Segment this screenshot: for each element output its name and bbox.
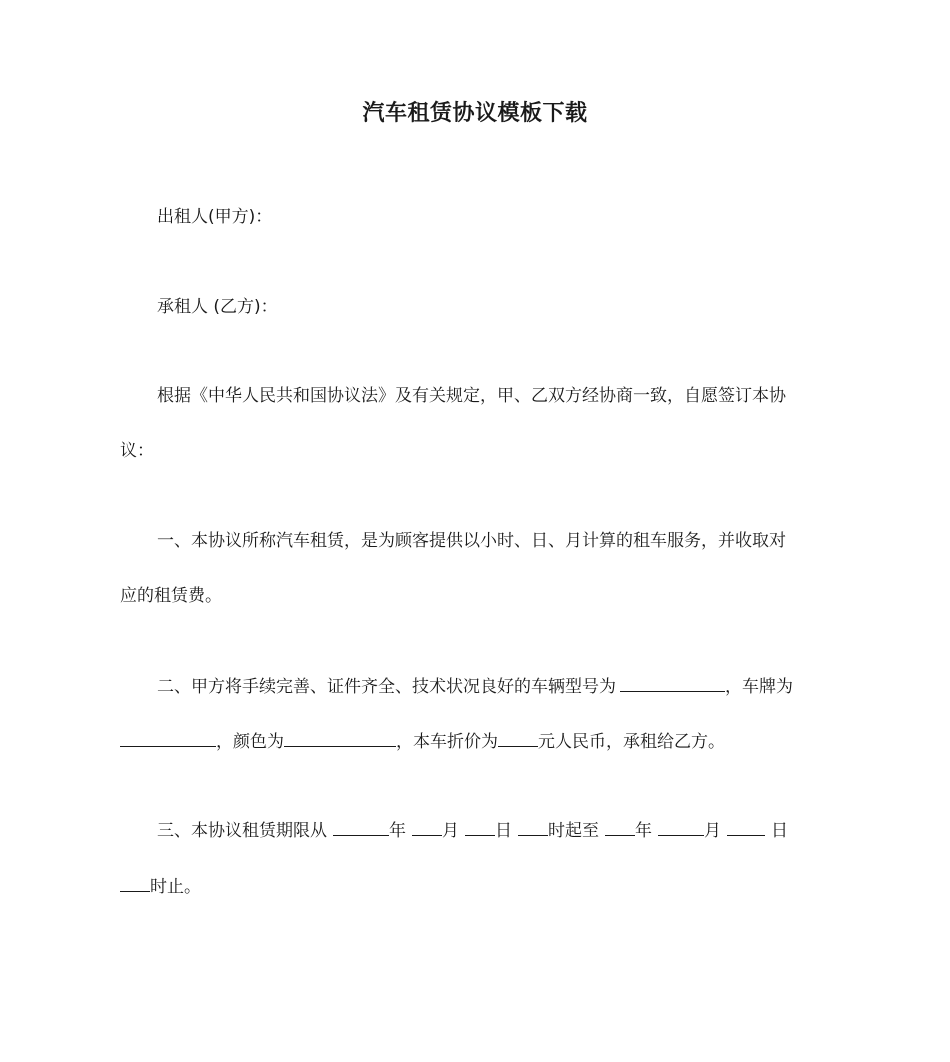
clause-3-line-2 bbox=[120, 874, 840, 899]
clause-2-text-plate: ，车牌为 bbox=[725, 677, 793, 697]
end-month-blank bbox=[658, 818, 704, 836]
clause-2-text-end: 元人民币，承租给乙方。 bbox=[538, 732, 725, 752]
clause-2-line-2 bbox=[120, 729, 840, 754]
clause-3-text-month-1: 月 bbox=[442, 821, 459, 841]
clause-3-text-prefix: 三、本协议租赁期限从 bbox=[157, 821, 327, 841]
clause-2-text-vehicle-model: 二、甲方将手续完善、证件齐全、技术状况良好的车辆型号为 bbox=[157, 677, 616, 697]
lessee-line: 承租人 (乙方)： bbox=[157, 297, 278, 317]
end-day-blank bbox=[727, 818, 765, 836]
price-blank bbox=[498, 729, 538, 747]
clause-3-text-year-2: 年 bbox=[635, 821, 652, 841]
end-hour-blank bbox=[120, 874, 150, 892]
document-title: 汽车租赁协议模板下载 bbox=[362, 101, 588, 126]
clause-1-line-1 bbox=[157, 529, 840, 553]
clause-2-text-price: ，本车折价为 bbox=[396, 732, 498, 752]
clause-3-line-1 bbox=[157, 818, 840, 843]
preamble-line-1 bbox=[157, 384, 840, 408]
preamble-text-1: 根据《中华人民共和国协议法》及有关规定，甲、乙双方经协商一致，自愿签订本协 bbox=[157, 386, 786, 406]
start-hour-blank bbox=[518, 818, 548, 836]
clause-2-text-color: ，颜色为 bbox=[216, 732, 284, 752]
start-year-blank bbox=[333, 818, 389, 836]
clause-3-text-hour-1: 时起至 bbox=[548, 821, 599, 841]
vehicle-model-blank bbox=[620, 674, 725, 692]
clause-1-text-1: 一、本协议所称汽车租赁，是为顾客提供以小时、日、月计算的租车服务，并收取对 bbox=[157, 531, 786, 551]
clause-1-line-2: 应的租赁费。 bbox=[120, 586, 222, 606]
end-year-blank bbox=[605, 818, 635, 836]
plate-number-blank bbox=[120, 729, 216, 747]
clause-3-text-day-1: 日 bbox=[495, 821, 512, 841]
clause-3-text-month-2: 月 bbox=[704, 821, 721, 841]
clause-3-text-day-2: 日 bbox=[771, 821, 788, 841]
preamble-line-2: 议： bbox=[120, 441, 154, 461]
start-day-blank bbox=[465, 818, 495, 836]
lessor-line: 出租人(甲方)： bbox=[157, 207, 273, 227]
clause-2-line-1 bbox=[157, 674, 840, 699]
clause-3-text-year-1: 年 bbox=[389, 821, 406, 841]
color-blank bbox=[284, 729, 396, 747]
start-month-blank bbox=[412, 818, 442, 836]
clause-3-text-end: 时止。 bbox=[150, 877, 201, 897]
